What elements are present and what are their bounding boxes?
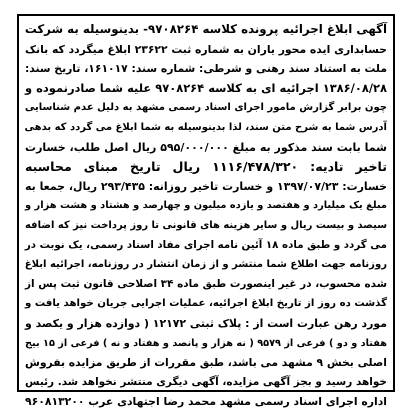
notice-line-12: می گردد و طبق ماده ۱۸ آئین نامه اجرای مفاد اسناد رسمی، یک نوبت در xyxy=(24,238,387,251)
notice-line-8: تاخیر تادیه: ۱۱۱۶/۴۷۸/۳۲۰ ریال تاریخ مبنای محاسبه xyxy=(25,159,387,175)
notice-line-13: روزنامه جهت اطلاع شما منتشر و از زمان انتشار در روزنامه، اجرائیه ابلاغ xyxy=(24,259,387,271)
notice-frame xyxy=(17,14,395,409)
notice-line-16: مورد رهن عبارت است از : پلاک ثبتی ۱۲۱۷۲ ( دوازده هزار و یکصد و xyxy=(25,316,387,330)
notice-line-17: هفتاد و دو ) فرعی از ۹۵۷۹ ( نه هزار و پانصد و هفتاد و نه ) فرعی از ۱۵ بیج xyxy=(25,337,387,349)
notice-line-15: گذشت ده روز از تاریخ ابلاغ اجرائیه، عملیات اجرایی جریان خواهد یافت و xyxy=(25,298,387,310)
notice-line-11: سیصد و بیست ریال و سایر هزینه های قانونی تا روز پرداخت نیز که اضافه xyxy=(25,219,387,231)
notice-line-10: مبلغ یک میلیارد و هفتصد و یازده میلیون و چهارصد و هشتاد و هشت هزار و xyxy=(25,200,387,212)
notice-line-3: ملت به استناد سند رهنی و شرطی: شماره سند: ۱۶۱۰۱۷، تاریخ سند: xyxy=(25,62,387,76)
notice-line-14: شده محسوب، در غیر اینصورت طبق ماده ۳۴ اصلاحی قانون ثبت پس از xyxy=(25,277,387,290)
notice-line-7: شما بابت سند مذکور به مبلغ ۵۹۵/۰۰۰/۰۰۰ ریال اصل طلب، خسارت xyxy=(25,140,387,154)
notice-line-5: چون برابر گزارش مامور اجرای اسناد رسمی مشهد به دلیل عدم شناسایی xyxy=(24,102,387,114)
notice-line-1: آگهی ابلاغ اجرائیه پرونده کلاسه ۹۷۰۸۲۶۴- بدینوسیله به شرکت xyxy=(24,22,387,36)
notice-line-20: اداره اجرای اسناد رسمی مشهد محمد رضا اجتهادی عرب ۹۶۰۸۱۳۲۰۰ xyxy=(25,395,387,409)
notice-line-9: خسارت: ۱۳۹۷/۰۷/۲۳ و خسارت تاخیر روزانه: ۲۹۳/۴۳۵ ریال، جمعا به xyxy=(25,179,387,193)
notice-body xyxy=(25,20,387,412)
notice-line-4: ۱۳۸۶/۰۸/۲۸ اجرائیه ای به کلاسه ۹۷۰۸۲۶۴ علیه شما صادرنموده و xyxy=(25,80,387,95)
notice-line-18: اصلی بخش ۹ مشهد می باشد، طبق مقررات از طریق مزایده بفروش xyxy=(25,356,387,370)
notice-line-19: خواهد رسید و بجز آگهی مزایده، آگهی دیگری منتشر نخواهد شد. رئیس xyxy=(25,375,387,388)
notice-line-2: حسابداری ایده محور یاران به شماره ثبت ۲۳۶۲۲ ابلاغ میگردد که بانک xyxy=(25,42,387,56)
notice-line-6: آدرس شما به شرح متن سند، لذا بدینوسیله به شما ابلاغ می گردد که بدهی xyxy=(24,121,387,133)
